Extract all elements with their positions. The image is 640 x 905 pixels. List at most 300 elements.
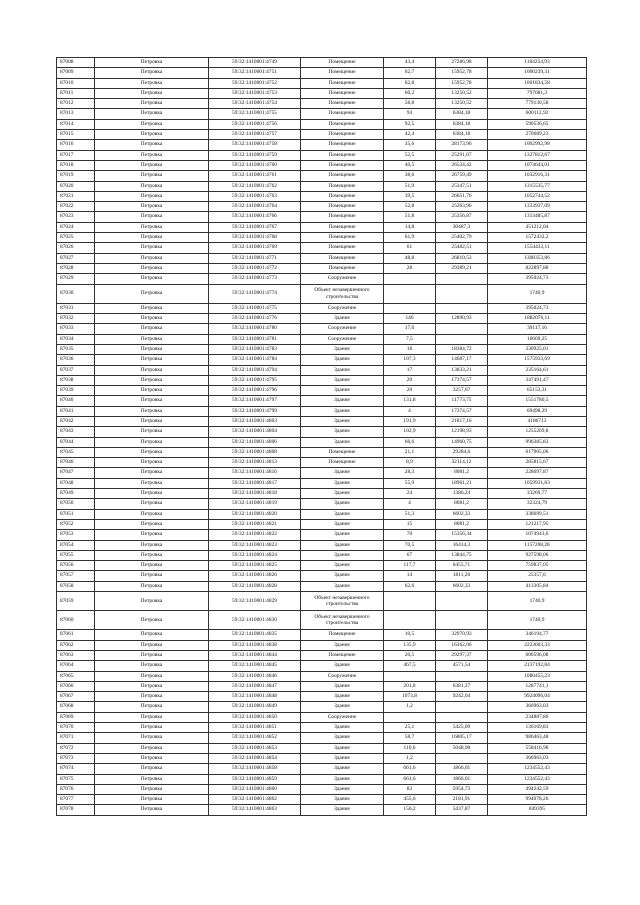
row-number-cell: 87065 [57, 671, 95, 681]
object-type-cell: Помещение [301, 181, 384, 191]
cadastral-number-cell: 59:32:1410001:4764 [209, 202, 301, 212]
unit-price-cell: 29389,21 [436, 263, 488, 273]
cadastral-value-cell: 136169,83 [488, 723, 587, 733]
unit-price-cell [436, 671, 488, 681]
object-type-cell: Помещение [301, 78, 384, 88]
locality-cell: Петровка [95, 681, 209, 691]
cadastral-number-cell: 59:32:1410001:4775 [209, 303, 301, 313]
area-cell [384, 611, 436, 630]
locality-cell: Петровка [95, 753, 209, 763]
cadastral-value-cell: 600112,92 [488, 109, 587, 119]
unit-price-cell: 30487,3 [436, 222, 488, 232]
unit-price-cell: 1866,01 [436, 764, 488, 774]
cadastral-number-cell: 59:32:1410001:4794 [209, 365, 301, 375]
table-row [57, 375, 587, 385]
area-cell: 40,5 [384, 160, 436, 170]
locality-cell: Петровка [95, 581, 209, 591]
locality-cell: Петровка [95, 160, 209, 170]
unit-price-cell: 1386,24 [436, 489, 488, 499]
table-row [57, 222, 587, 232]
table-row [57, 88, 587, 98]
locality-cell: Петровка [95, 611, 209, 630]
cadastral-value-cell: 1059931,83 [488, 478, 587, 488]
cadastral-value-cell: 1052744,52 [488, 191, 587, 201]
row-number-cell: 87011 [57, 88, 95, 98]
area-cell: 58,8 [384, 99, 436, 109]
area-cell: 455,6 [384, 795, 436, 805]
cadastral-value-cell: 1255269,8 [488, 427, 587, 437]
row-number-cell: 87050 [57, 499, 95, 509]
unit-price-cell: 5437,87 [436, 805, 488, 815]
area-cell: 61 [384, 243, 436, 253]
row-number-cell: 87063 [57, 651, 95, 661]
object-type-cell: Здание [301, 489, 384, 499]
unit-price-cell: 18384,72 [436, 344, 488, 354]
object-type-cell: Помещение [301, 263, 384, 273]
cadastral-value-cell: 1080455,23 [488, 671, 587, 681]
row-number-cell: 87062 [57, 640, 95, 650]
table-row [57, 191, 587, 201]
object-type-cell: Здание [301, 375, 384, 385]
table-row [57, 681, 587, 691]
unit-price-cell: 11773,75 [436, 396, 488, 406]
cadastral-value-cell: 494242,59 [488, 784, 587, 794]
object-type-cell: Здание [301, 386, 384, 396]
area-cell: 38,6 [384, 171, 436, 181]
unit-price-cell: 17374,57 [436, 406, 488, 416]
area-cell: 24 [384, 489, 436, 499]
locality-cell: Петровка [95, 386, 209, 396]
cadastral-number-cell: 59:32:1410001:4822 [209, 530, 301, 540]
object-type-cell: Здание [301, 355, 384, 365]
locality-cell: Петровка [95, 191, 209, 201]
locality-cell: Петровка [95, 651, 209, 661]
unit-price-cell: 16805,17 [436, 733, 488, 743]
area-cell: 18 [384, 344, 436, 354]
cadastral-number-cell: 59:32:1410001:4758 [209, 140, 301, 150]
object-type-cell: Помещение [301, 630, 384, 640]
locality-cell: Петровка [95, 468, 209, 478]
object-type-cell: Помещение [301, 222, 384, 232]
row-number-cell: 87078 [57, 805, 95, 815]
area-cell: 17 [384, 365, 436, 375]
object-type-cell: Сооружение [301, 334, 384, 344]
unit-price-cell: 2181,91 [436, 795, 488, 805]
cadastral-number-cell: 59:32:1410001:4760 [209, 160, 301, 170]
cadastral-number-cell: 59:32:1410001:4862 [209, 795, 301, 805]
area-cell: 661,6 [384, 764, 436, 774]
object-type-cell: Здание [301, 468, 384, 478]
cadastral-number-cell: 59:32:1410001:4780 [209, 324, 301, 334]
unit-price-cell: 29297,37 [436, 651, 488, 661]
cadastral-value-cell: 65153,31 [488, 386, 587, 396]
cadastral-value-cell: 346194,77 [488, 630, 587, 640]
locality-cell: Петровка [95, 68, 209, 78]
locality-cell: Петровка [95, 303, 209, 313]
cadastral-number-cell: 59:32:1410001:4806 [209, 437, 301, 447]
unit-price-cell: 25356,87 [436, 212, 488, 222]
area-cell: 55,9 [384, 478, 436, 488]
cadastral-number-cell: 59:32:1410001:4796 [209, 386, 301, 396]
locality-cell: Петровка [95, 712, 209, 722]
row-number-cell: 87036 [57, 355, 95, 365]
unit-price-cell: 6455,71 [436, 561, 488, 571]
object-type-cell: Помещение [301, 191, 384, 201]
unit-price-cell: 28173,96 [436, 140, 488, 150]
row-number-cell: 87067 [57, 692, 95, 702]
cadastral-number-cell: 59:32:1410001:4804 [209, 427, 301, 437]
cadastral-value-cell: 797681,3 [488, 88, 587, 98]
object-type-cell: Здание [301, 723, 384, 733]
row-number-cell: 87040 [57, 396, 95, 406]
unit-price-cell: 16414,3 [436, 540, 488, 550]
locality-cell: Петровка [95, 212, 209, 222]
cadastral-number-cell: 59:32:1410001:4766 [209, 212, 301, 222]
table-row [57, 519, 587, 529]
cadastral-value-cell: 600596,08 [488, 651, 587, 661]
table-row [57, 478, 587, 488]
table-row [57, 540, 587, 550]
table-row [57, 365, 587, 375]
cadastral-number-cell: 59:32:1410001:4828 [209, 581, 301, 591]
table-row [57, 406, 587, 416]
locality-cell: Петровка [95, 99, 209, 109]
table-row [57, 571, 587, 581]
locality-cell: Петровка [95, 723, 209, 733]
object-type-cell: Здание [301, 795, 384, 805]
cadastral-number-cell: 59:32:1410001:4844 [209, 651, 301, 661]
area-cell: 146 [384, 314, 436, 324]
locality-cell: Петровка [95, 764, 209, 774]
cadastral-number-cell: 59:32:1410001:4754 [209, 99, 301, 109]
cadastral-value-cell: 1740,9 [488, 611, 587, 630]
unit-price-cell: 3257,67 [436, 386, 488, 396]
unit-price-cell [436, 702, 488, 712]
row-number-cell: 87052 [57, 519, 95, 529]
cadastral-number-cell: 59:32:1410001:4757 [209, 130, 301, 140]
unit-price-cell [436, 334, 488, 344]
cadastral-number-cell: 59:32:1410001:4813 [209, 458, 301, 468]
table-row [57, 284, 587, 303]
row-number-cell: 87076 [57, 784, 95, 794]
row-number-cell: 87009 [57, 68, 95, 78]
cadastral-value-cell: 1575933,69 [488, 355, 587, 365]
cadastral-value-cell: 1308353,86 [488, 253, 587, 263]
area-cell: 1,2 [384, 702, 436, 712]
area-cell: 14,8 [384, 222, 436, 232]
row-number-cell: 87023 [57, 212, 95, 222]
table-row [57, 416, 587, 426]
cadastral-value-cell: 558416,98 [488, 743, 587, 753]
cadastral-value-cell: 1184254,93 [488, 58, 587, 68]
table-row [57, 509, 587, 519]
object-type-cell: Помещение [301, 58, 384, 68]
area-cell: 92,5 [384, 119, 436, 129]
unit-price-cell: 26651,76 [436, 191, 488, 201]
table-row [57, 263, 587, 273]
cadastral-number-cell: 59:32:1410001:4820 [209, 509, 301, 519]
cadastral-value-cell: 986463,48 [488, 733, 587, 743]
area-cell: 1,2 [384, 753, 436, 763]
area-cell: 20 [384, 375, 436, 385]
locality-cell: Петровка [95, 458, 209, 468]
object-type-cell: Сооружение [301, 712, 384, 722]
row-number-cell: 87053 [57, 530, 95, 540]
cadastral-value-cell: 779130,58 [488, 99, 587, 109]
locality-cell: Петровка [95, 375, 209, 385]
table-row [57, 640, 587, 650]
unit-price-cell [436, 592, 488, 611]
locality-cell: Петровка [95, 509, 209, 519]
area-cell: 51,9 [384, 181, 436, 191]
table-row [57, 324, 587, 334]
row-number-cell: 87045 [57, 447, 95, 457]
locality-cell: Петровка [95, 243, 209, 253]
cadastral-value-cell: 1002992,98 [488, 140, 587, 150]
locality-cell: Петровка [95, 733, 209, 743]
unit-price-cell: 25347,51 [436, 181, 488, 191]
area-cell: 52,5 [384, 150, 436, 160]
cadastral-value-cell: 4186713 [488, 416, 587, 426]
area-cell: 62,7 [384, 68, 436, 78]
object-type-cell: Здание [301, 581, 384, 591]
row-number-cell: 87059 [57, 592, 95, 611]
cadastral-value-cell: 1333937,09 [488, 202, 587, 212]
row-number-cell: 87027 [57, 253, 95, 263]
unit-price-cell: 25482,51 [436, 243, 488, 253]
unit-price-cell: 26810,53 [436, 253, 488, 263]
cadastral-value-cell: 1001834,58 [488, 78, 587, 88]
table-row [57, 181, 587, 191]
locality-cell: Петровка [95, 88, 209, 98]
unit-price-cell: 25291,67 [436, 150, 488, 160]
cadastral-value-cell: 822897,88 [488, 263, 587, 273]
area-cell: 83 [384, 784, 436, 794]
locality-cell: Петровка [95, 274, 209, 284]
area-cell: 4 [384, 499, 436, 509]
unit-price-cell [436, 753, 488, 763]
object-type-cell: Здание [301, 437, 384, 447]
cadastral-value-cell: 235164,61 [488, 365, 587, 375]
table-row [57, 774, 587, 784]
table-row [57, 795, 587, 805]
row-number-cell: 87015 [57, 130, 95, 140]
row-number-cell: 87026 [57, 243, 95, 253]
table-row [57, 764, 587, 774]
object-type-cell: Помещение [301, 447, 384, 457]
row-number-cell: 87010 [57, 78, 95, 88]
cadastral-number-cell: 59:32:1410001:4853 [209, 743, 301, 753]
cadastral-number-cell: 59:32:1410001:4756 [209, 119, 301, 129]
cadastral-value-cell: 1234552,43 [488, 774, 587, 784]
table-row [57, 150, 587, 160]
table-row [57, 314, 587, 324]
table-row [57, 651, 587, 661]
locality-cell: Петровка [95, 202, 209, 212]
object-type-cell: Здание [301, 661, 384, 671]
unit-price-cell: 6602,33 [436, 509, 488, 519]
row-number-cell: 87028 [57, 263, 95, 273]
row-number-cell: 87056 [57, 561, 95, 571]
unit-price-cell: 6384,18 [436, 119, 488, 129]
row-number-cell: 87049 [57, 489, 95, 499]
row-number-cell: 87046 [57, 458, 95, 468]
table-row [57, 274, 587, 284]
table-row [57, 78, 587, 88]
area-cell: 67 [384, 550, 436, 560]
object-type-cell: Здание [301, 499, 384, 509]
unit-price-cell: 25402,79 [436, 233, 488, 243]
cadastral-value-cell: 366963,03 [488, 702, 587, 712]
table-row [57, 58, 587, 68]
locality-cell: Петровка [95, 109, 209, 119]
cadastral-number-cell: 59:32:1410001:4858 [209, 764, 301, 774]
area-cell: 102,9 [384, 427, 436, 437]
unit-price-cell: 13833,21 [436, 365, 488, 375]
unit-price-cell: 5048,98 [436, 743, 488, 753]
cadastral-number-cell: 59:32:1410001:4808 [209, 447, 301, 457]
locality-cell: Петровка [95, 324, 209, 334]
cadastral-number-cell: 59:32:1410001:4818 [209, 489, 301, 499]
table-row [57, 160, 587, 170]
locality-cell: Петровка [95, 478, 209, 488]
cadastral-value-cell: 1074644,01 [488, 160, 587, 170]
row-number-cell: 87021 [57, 191, 95, 201]
object-type-cell: Здание [301, 805, 384, 815]
row-number-cell: 87033 [57, 324, 95, 334]
unit-price-cell: 17374,57 [436, 375, 488, 385]
unit-price-cell: 1811,26 [436, 571, 488, 581]
row-number-cell: 87073 [57, 753, 95, 763]
unit-price-cell [436, 611, 488, 630]
cadastral-number-cell: 59:32:1410001:4795 [209, 375, 301, 385]
object-type-cell: Сооружение [301, 303, 384, 313]
locality-cell: Петровка [95, 119, 209, 129]
row-number-cell: 87031 [57, 303, 95, 313]
cadastral-value-cell: 228697,87 [488, 468, 587, 478]
area-cell: 156,2 [384, 805, 436, 815]
locality-cell: Петровка [95, 355, 209, 365]
locality-cell: Петровка [95, 263, 209, 273]
area-cell: 7,5 [384, 334, 436, 344]
table-row [57, 712, 587, 722]
cadastral-value-cell: 1032916,31 [488, 171, 587, 181]
table-row [57, 140, 587, 150]
cadastral-number-cell: 59:32:1410001:4819 [209, 499, 301, 509]
locality-cell: Петровка [95, 78, 209, 88]
unit-price-cell: 32970,93 [436, 630, 488, 640]
locality-cell: Петровка [95, 530, 209, 540]
locality-cell: Петровка [95, 805, 209, 815]
unit-price-cell: 32114,12 [436, 458, 488, 468]
locality-cell: Петровка [95, 743, 209, 753]
unit-price-cell: 5954,73 [436, 784, 488, 794]
object-type-cell: Помещение [301, 130, 384, 140]
table-row [57, 171, 587, 181]
row-number-cell: 87029 [57, 274, 95, 284]
cadastral-number-cell: 59:32:1410001:4825 [209, 561, 301, 571]
area-cell: 191,9 [384, 416, 436, 426]
cadastral-value-cell: 234887,86 [488, 712, 587, 722]
locality-cell: Петровка [95, 406, 209, 416]
object-type-cell: Здание [301, 753, 384, 763]
cadastral-number-cell: 59:32:1410001:4846 [209, 671, 301, 681]
table-row [57, 561, 587, 571]
cadastral-number-cell: 59:32:1410001:4845 [209, 661, 301, 671]
locality-cell: Петровка [95, 630, 209, 640]
cadastral-value-cell: 330925,01 [488, 344, 587, 354]
row-number-cell: 87060 [57, 611, 95, 630]
row-number-cell: 87013 [57, 109, 95, 119]
table-row [57, 630, 587, 640]
area-cell: 62,8 [384, 78, 436, 88]
unit-price-cell [436, 712, 488, 722]
row-number-cell: 87075 [57, 774, 95, 784]
cadastral-number-cell: 59:32:1410001:4767 [209, 222, 301, 232]
area-cell: 20,5 [384, 651, 436, 661]
object-type-cell: Здание [301, 702, 384, 712]
area-cell [384, 303, 436, 313]
locality-cell: Петровка [95, 499, 209, 509]
table-row [57, 671, 587, 681]
locality-cell: Петровка [95, 519, 209, 529]
object-type-cell: Здание [301, 681, 384, 691]
area-cell: 66,6 [384, 437, 436, 447]
area-cell: 135,9 [384, 640, 436, 650]
unit-price-cell: 14960,75 [436, 437, 488, 447]
cadastral-value-cell: 69498,29 [488, 406, 587, 416]
locality-cell: Петровка [95, 784, 209, 794]
cadastral-value-cell: 270689,23 [488, 130, 587, 140]
table-row [57, 661, 587, 671]
area-cell: 661,6 [384, 774, 436, 784]
cadastral-number-cell: 59:32:1410001:4823 [209, 540, 301, 550]
cadastral-value-cell: 1327812,67 [488, 150, 587, 160]
table-row [57, 447, 587, 457]
cadastral-number-cell: 59:32:1410001:4860 [209, 784, 301, 794]
cadastral-number-cell: 59:32:1410001:4816 [209, 468, 301, 478]
locality-cell: Петровка [95, 396, 209, 406]
area-cell: 28 [384, 263, 436, 273]
cadastral-value-cell: 347491,47 [488, 375, 587, 385]
row-number-cell: 87058 [57, 581, 95, 591]
area-cell: 107,3 [384, 355, 436, 365]
row-number-cell: 87017 [57, 150, 95, 160]
object-type-cell: Помещение [301, 68, 384, 78]
area-cell: 15 [384, 519, 436, 529]
table-row [57, 233, 587, 243]
unit-price-cell: 21817,16 [436, 416, 488, 426]
unit-price-cell: 12198,93 [436, 427, 488, 437]
row-number-cell: 87044 [57, 437, 95, 447]
object-type-cell: Помещение [301, 88, 384, 98]
locality-cell: Петровка [95, 447, 209, 457]
row-number-cell: 87018 [57, 160, 95, 170]
cadastral-number-cell: 59:32:1410001:4753 [209, 88, 301, 98]
object-type-cell: Здание [301, 774, 384, 784]
row-number-cell: 87051 [57, 509, 95, 519]
cadastral-value-cell: 1551780,5 [488, 396, 587, 406]
locality-cell: Петровка [95, 58, 209, 68]
locality-cell: Петровка [95, 592, 209, 611]
area-cell: 25,1 [384, 723, 436, 733]
area-cell: 117,7 [384, 561, 436, 571]
area-cell [384, 284, 436, 303]
row-number-cell: 87016 [57, 140, 95, 150]
row-number-cell: 87077 [57, 795, 95, 805]
cadastral-number-cell: 59:32:1410001:4774 [209, 284, 301, 303]
cadastral-value-cell: 39117,16 [488, 324, 587, 334]
